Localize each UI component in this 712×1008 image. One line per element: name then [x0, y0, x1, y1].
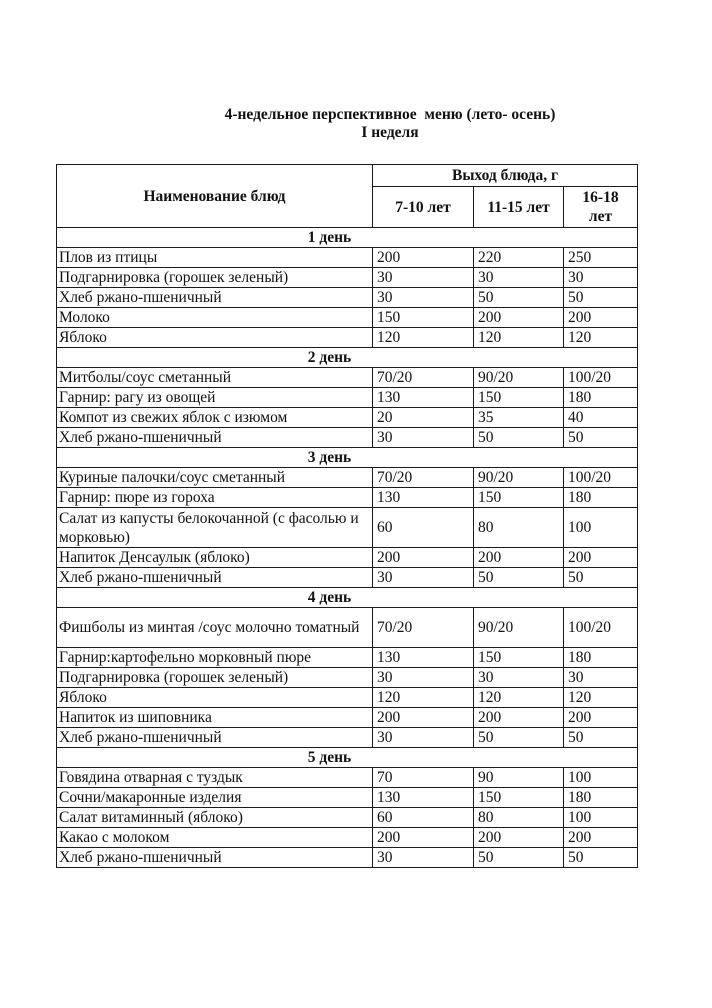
yield-7-10: 70/20 [373, 608, 474, 648]
yield-7-10: 30 [373, 288, 474, 308]
yield-11-15: 90/20 [474, 468, 564, 488]
yield-7-10: 60 [373, 508, 474, 548]
dish-name: Куриные палочки/соус сметанный [57, 468, 373, 488]
table-row [57, 368, 638, 388]
day-label: 4 день [307, 589, 352, 606]
yield-7-10: 130 [373, 488, 474, 508]
day-row [57, 348, 638, 368]
dish-name: Подгарнировка (горошек зеленый) [57, 668, 373, 688]
day-row [57, 448, 638, 468]
yield-7-10: 30 [373, 668, 474, 688]
yield-16-18: 50 [564, 428, 638, 448]
yield-16-18: 200 [564, 708, 638, 728]
yield-16-18: 120 [564, 328, 638, 348]
yield-7-10: 200 [373, 248, 474, 268]
table-row [57, 308, 638, 328]
table-row [57, 708, 638, 728]
dish-name: Компот из свежих яблок с изюмом [57, 408, 373, 428]
yield-11-15: 200 [474, 708, 564, 728]
table-row [57, 488, 638, 508]
yield-11-15: 150 [474, 788, 564, 808]
document-subtitle: I неделя [361, 124, 419, 141]
yield-16-18: 30 [564, 268, 638, 288]
header-yield: Выход блюда, г [373, 165, 638, 187]
dish-name: Митболы/соус сметанный [57, 368, 373, 388]
day-row [57, 588, 638, 608]
yield-16-18: 180 [564, 648, 638, 668]
dish-name: Яблоко [57, 328, 373, 348]
dish-name: Хлеб ржано-пшеничный [57, 428, 373, 448]
yield-16-18: 50 [564, 568, 638, 588]
yield-16-18: 100/20 [564, 468, 638, 488]
yield-11-15: 150 [474, 648, 564, 668]
menu-body [57, 228, 638, 868]
menu-table [56, 164, 638, 868]
dish-name: Говядина отварная с туздык [57, 768, 373, 788]
table-row [57, 568, 638, 588]
table-row [57, 668, 638, 688]
yield-11-15: 150 [474, 488, 564, 508]
yield-7-10: 130 [373, 648, 474, 668]
yield-16-18: 200 [564, 548, 638, 568]
yield-16-18: 50 [564, 288, 638, 308]
table-row [57, 768, 638, 788]
yield-7-10: 20 [373, 408, 474, 428]
table-row [57, 728, 638, 748]
yield-7-10: 60 [373, 808, 474, 828]
dish-name: Хлеб ржано-пшеничный [57, 728, 373, 748]
yield-16-18: 100 [564, 808, 638, 828]
header-age-7-10: 7-10 лет [373, 187, 474, 228]
yield-16-18: 180 [564, 488, 638, 508]
yield-16-18: 180 [564, 788, 638, 808]
yield-16-18: 200 [564, 828, 638, 848]
yield-11-15: 50 [474, 568, 564, 588]
dish-name: Плов из птицы [57, 248, 373, 268]
yield-7-10: 200 [373, 708, 474, 728]
table-row [57, 808, 638, 828]
header-age-11-15: 11-15 лет [474, 187, 564, 228]
header-age-16-18: 16-18 лет [564, 187, 638, 228]
table-row [57, 388, 638, 408]
yield-7-10: 120 [373, 328, 474, 348]
table-row [57, 288, 638, 308]
day-label: 2 день [307, 349, 352, 366]
dish-name: Какао с молоком [57, 828, 373, 848]
day-row [57, 228, 638, 248]
dish-name: Гарнир:картофельно морковный пюре [57, 648, 373, 668]
yield-7-10: 200 [373, 828, 474, 848]
yield-11-15: 120 [474, 688, 564, 708]
table-row [57, 788, 638, 808]
yield-11-15: 80 [474, 508, 564, 548]
dish-name: Гарнир: пюре из гороха [57, 488, 373, 508]
yield-11-15: 90/20 [474, 368, 564, 388]
table-row [57, 328, 638, 348]
yield-11-15: 90 [474, 768, 564, 788]
table-row [57, 468, 638, 488]
day-label: 5 день [307, 749, 352, 766]
yield-7-10: 30 [373, 428, 474, 448]
table-row [57, 248, 638, 268]
header-dish-name: Наименование блюд [57, 165, 373, 228]
dish-name: Яблоко [57, 688, 373, 708]
yield-7-10: 150 [373, 308, 474, 328]
yield-16-18: 30 [564, 668, 638, 688]
dish-name: Подгарнировка (горошек зеленый) [57, 268, 373, 288]
yield-16-18: 100 [564, 768, 638, 788]
table-row [57, 548, 638, 568]
yield-11-15: 50 [474, 848, 564, 868]
dish-name: Сочни/макаронные изделия [57, 788, 373, 808]
yield-11-15: 150 [474, 388, 564, 408]
dish-name: Салат из капусты белокочанной (с фасолью и морковью) [57, 508, 373, 548]
table-row [57, 408, 638, 428]
yield-7-10: 30 [373, 568, 474, 588]
table-row [57, 608, 638, 648]
dish-name: Гарнир: рагу из овощей [57, 388, 373, 408]
yield-16-18: 120 [564, 688, 638, 708]
yield-11-15: 50 [474, 288, 564, 308]
table-row [57, 688, 638, 708]
yield-7-10: 70/20 [373, 468, 474, 488]
yield-16-18: 50 [564, 728, 638, 748]
yield-7-10: 30 [373, 728, 474, 748]
table-row [57, 648, 638, 668]
yield-7-10: 30 [373, 848, 474, 868]
table-row [57, 828, 638, 848]
yield-7-10: 200 [373, 548, 474, 568]
dish-name: Салат витаминный (яблоко) [57, 808, 373, 828]
yield-7-10: 30 [373, 268, 474, 288]
yield-11-15: 50 [474, 428, 564, 448]
dish-name: Напиток Денсаулык (яблоко) [57, 548, 373, 568]
dish-name: Молоко [57, 308, 373, 328]
yield-11-15: 120 [474, 328, 564, 348]
table-row [57, 848, 638, 868]
table-row [57, 268, 638, 288]
yield-11-15: 30 [474, 668, 564, 688]
yield-16-18: 40 [564, 408, 638, 428]
yield-16-18: 50 [564, 848, 638, 868]
dish-name: Хлеб ржано-пшеничный [57, 568, 373, 588]
yield-11-15: 200 [474, 828, 564, 848]
dish-name: Фишболы из минтая /соус молочно томатный [57, 608, 373, 648]
yield-7-10: 70/20 [373, 368, 474, 388]
yield-11-15: 35 [474, 408, 564, 428]
document-title: 4-недельное перспективное меню (лето- осень) [224, 106, 556, 123]
yield-7-10: 130 [373, 388, 474, 408]
yield-16-18: 100/20 [564, 368, 638, 388]
day-label: 1 день [307, 229, 352, 246]
yield-11-15: 220 [474, 248, 564, 268]
dish-name: Хлеб ржано-пшеничный [57, 848, 373, 868]
yield-16-18: 100/20 [564, 608, 638, 648]
yield-7-10: 70 [373, 768, 474, 788]
dish-name: Хлеб ржано-пшеничный [57, 288, 373, 308]
yield-11-15: 50 [474, 728, 564, 748]
table-row [57, 508, 638, 548]
yield-7-10: 130 [373, 788, 474, 808]
yield-7-10: 120 [373, 688, 474, 708]
dish-name: Напиток из шиповника [57, 708, 373, 728]
yield-16-18: 100 [564, 508, 638, 548]
day-label: 3 день [307, 449, 352, 466]
yield-16-18: 200 [564, 308, 638, 328]
yield-11-15: 80 [474, 808, 564, 828]
day-row [57, 748, 638, 768]
yield-16-18: 250 [564, 248, 638, 268]
yield-11-15: 200 [474, 308, 564, 328]
yield-11-15: 90/20 [474, 608, 564, 648]
yield-16-18: 180 [564, 388, 638, 408]
table-row [57, 428, 638, 448]
yield-11-15: 200 [474, 548, 564, 568]
yield-11-15: 30 [474, 268, 564, 288]
